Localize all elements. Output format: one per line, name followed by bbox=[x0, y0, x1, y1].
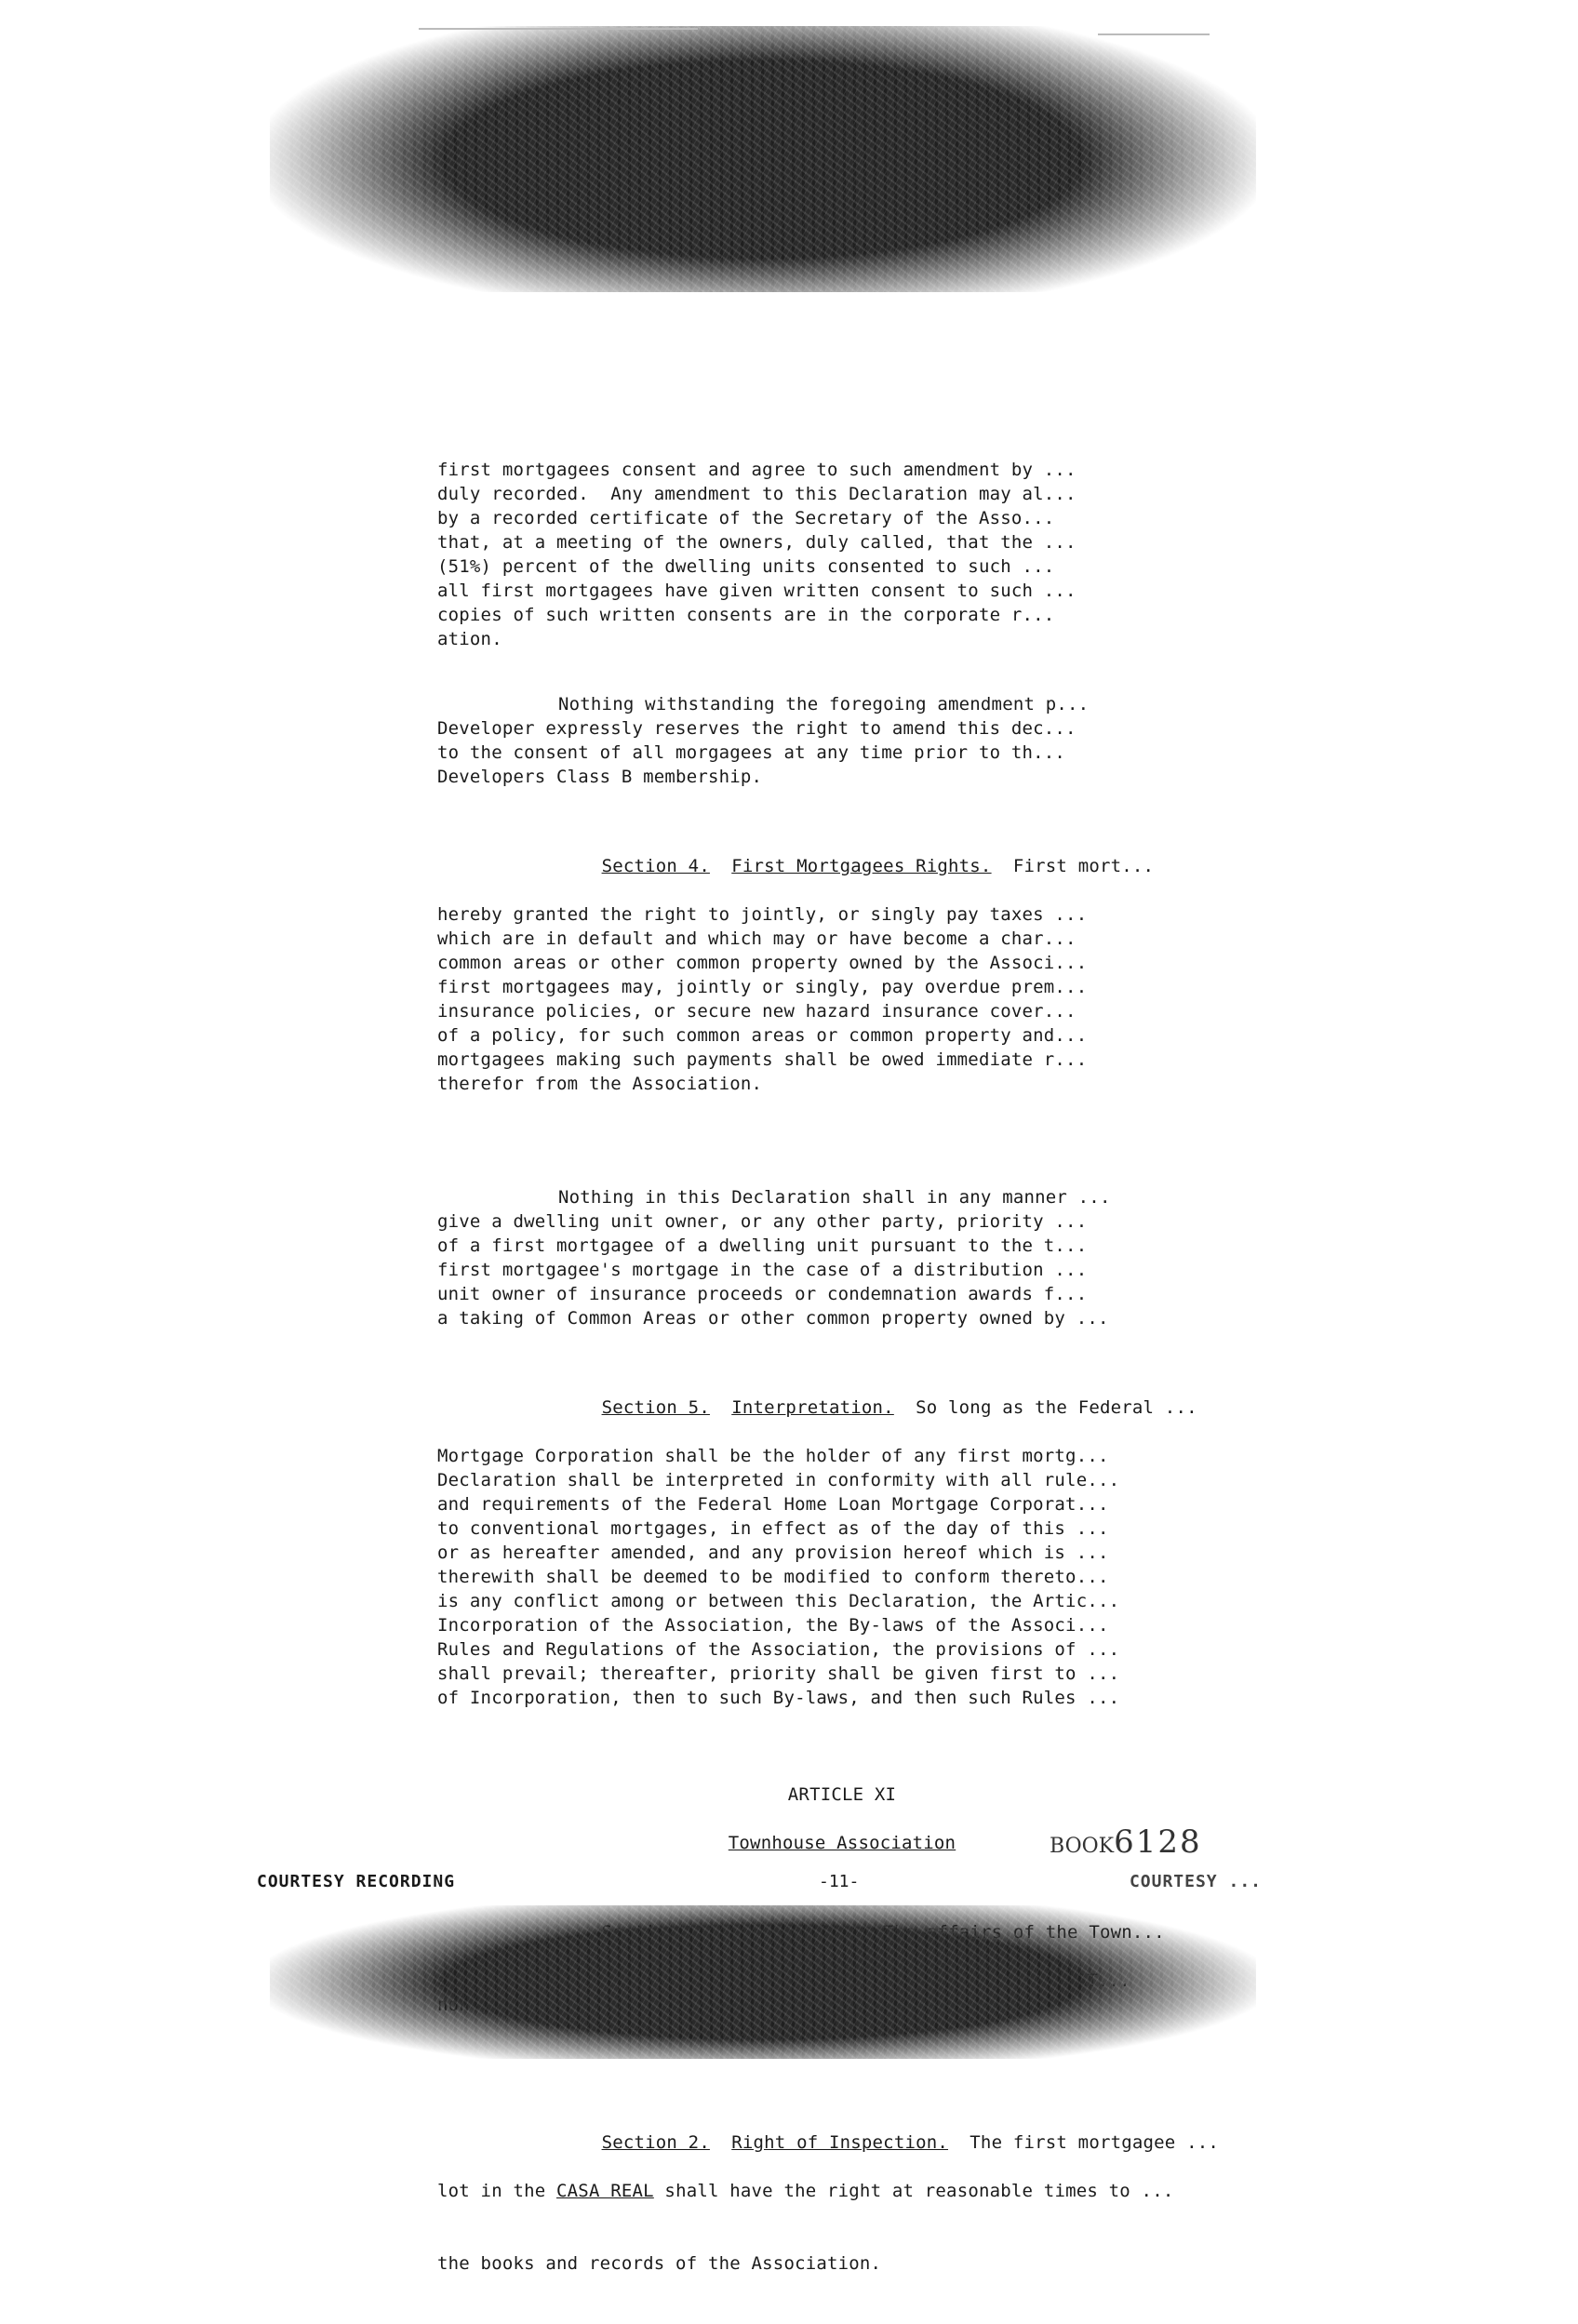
article-section-2-line-3: the books and records of the Association. bbox=[437, 2253, 882, 2274]
section-4-paragraph-2 bbox=[437, 1185, 1247, 1330]
article-heading: ARTICLE XI bbox=[787, 1784, 897, 1805]
article-section-2-line-2-prefix: lot in the bbox=[437, 2181, 557, 2201]
section-4-label: Section 4. bbox=[601, 856, 710, 876]
section-4-lead: First mort... bbox=[1012, 856, 1155, 876]
section-5-body: Mortgage Corporation shall be the holder of any first mortg... Declaration shall be interpreted in conformity with all rule... and requirements of the Federal Home Loan Mortgage Corporat... to conventional mortgages, in effect as of the day of this ... or as hereafter amended, and any provision hereof which is ... therewith shall be deemed to be modified to conform thereto... is any conflict among or between this Declaration, the Artic... Incorporation of the Association, the By-laws of the Associ... Rules and Regulations of the Association, the provisions of ... shall prevail; thereafter, priority shall be given first to ... of Incorporation, then to such By-laws, and then such Rules ... bbox=[437, 1446, 1120, 1708]
paragraph-developer-rights-text: Nothing withstanding the foregoing amendment p... Developer expressly reserves the right to amend this dec... to the consent of all morgagees at any time prior to th... Developers Class B membership. bbox=[437, 694, 1090, 787]
paragraph-developer-rights bbox=[437, 692, 1247, 789]
article-section-2 bbox=[437, 2106, 1247, 2324]
footer-courtesy-right: COURTESY ... bbox=[1129, 1872, 1262, 1891]
section-5-label: Section 5. bbox=[601, 1397, 710, 1418]
article-section-2-title: Right of Inspection. bbox=[731, 2132, 949, 2153]
scan-speck bbox=[419, 28, 698, 30]
scan-noise-band-top bbox=[270, 26, 1256, 292]
section-4 bbox=[437, 830, 1247, 1144]
article-section-2-lead: The first mortgagee ... bbox=[970, 2132, 1219, 2153]
book-stamp-prefix: BOOK bbox=[1050, 1835, 1115, 1858]
book-stamp-number: 6128 bbox=[1114, 1823, 1202, 1861]
article-section-2-line-2 bbox=[437, 2179, 1247, 2203]
section-4-title: First Mortgagees Rights. bbox=[731, 856, 992, 876]
section-5-lead: So long as the Federal ... bbox=[916, 1397, 1197, 1418]
article-section-2-label: Section 2. bbox=[601, 2132, 710, 2153]
scan-noise-band-bottom bbox=[270, 1905, 1256, 2059]
footer-courtesy-recording: COURTESY RECORDING bbox=[257, 1872, 456, 1891]
scan-speck bbox=[1098, 33, 1210, 35]
section-5 bbox=[437, 1371, 1247, 1758]
page-footer bbox=[257, 1872, 1262, 1900]
article-section-2-casa-real: CASA REAL bbox=[556, 2181, 654, 2201]
article-subheading-text: Townhouse Association bbox=[728, 1833, 956, 1853]
article-section-2-line-2-suffix: shall have the right at reasonable times to ... bbox=[653, 2181, 1174, 2201]
book-stamp bbox=[1050, 1823, 1202, 1861]
section-4-body: hereby granted the right to jointly, or singly pay taxes ... which are in default and which may or have become a char... common areas or other common property owned by the Associ... first mortgagees may, jointly or singly, pay overdue prem... insurance policies, or secure new hazard insurance cover... of a policy, for such common areas or common property and... mortgagees making such payments shall be owed immediate r... therefor from the Association. bbox=[437, 904, 1088, 1094]
page-number: -11- bbox=[819, 1872, 860, 1891]
section-5-title: Interpretation. bbox=[731, 1397, 894, 1418]
paragraph-amendment: first mortgagees consent and agree to such amendment by ... duly recorded. Any amendment to this Declaration may al... by a recorded certificate of the Secretary of the Asso... that, at a meeting of the owners, duly called, that the ... (51%) percent of the dwelling units consented to such ... all first mortgagees have given written consent to such ... copies of such written consents are in the corporate r... ation. bbox=[437, 460, 1077, 649]
section-4-paragraph-2-text: Nothing in this Declaration shall in any manner ... give a dwelling unit owner, or any other party, priority ... of a first mortgagee of a dwelling unit pursuant to the t... first mortgagee's mortgage in the case of a distribution ... unit owner of insurance proceeds or condemnation awards f... a taking of Common Areas or other common property owned by ... bbox=[437, 1187, 1111, 1329]
